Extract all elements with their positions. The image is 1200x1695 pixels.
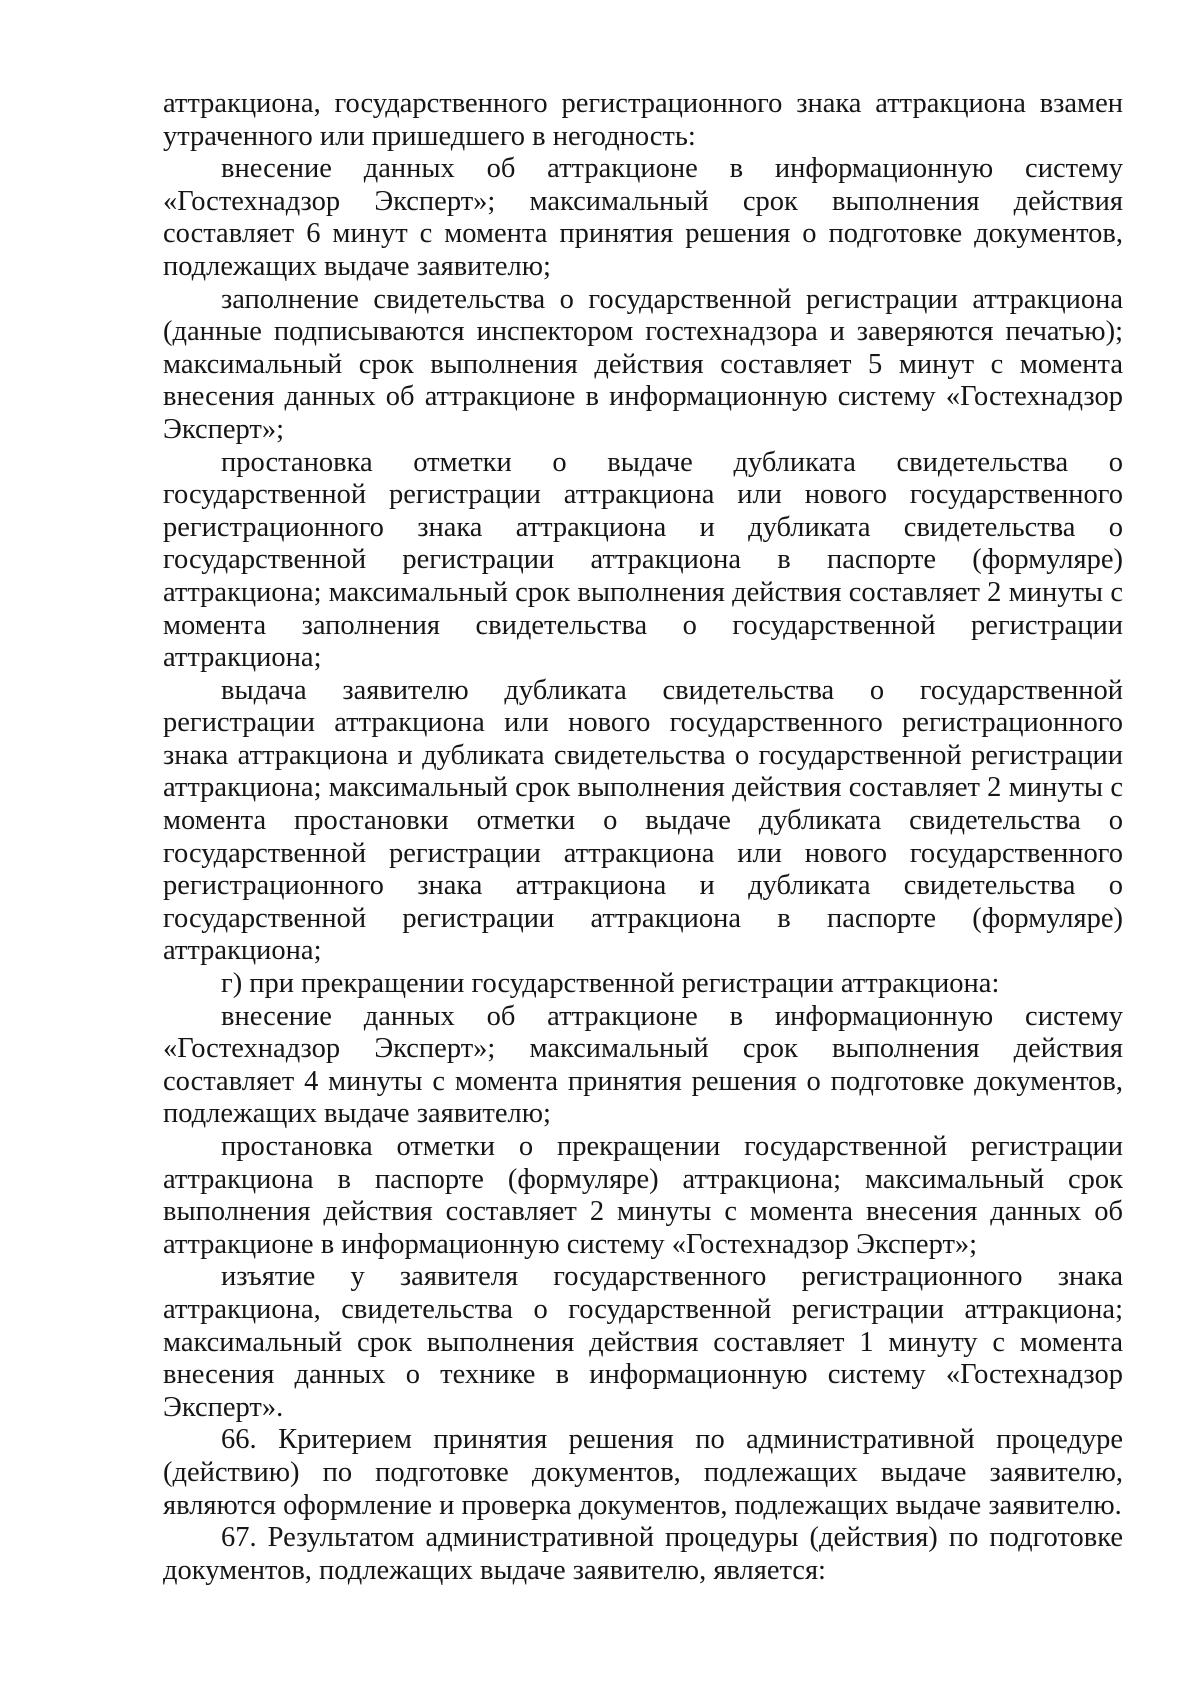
paragraph-duplicate-mark: простановка отметки о выдаче дубликата свидетельства о государственной регистрации аттракциона или нового государственного регистрационного знака аттракциона и дубликата свидетельства о государственной регистрации аттракциона в паспорте (формуляре) аттракциона; максимальный срок выполнения действия составляет 2 минуты с момента заполнения свидетельства о государственной регистрации аттракциона; xyxy=(163,446,1123,674)
paragraph-data-entry-duplicate: внесение данных об аттракционе в информационную систему «Гостехнадзор Эксперт»; максимальный срок выполнения действия составляет 6 минут с момента принятия решения о подготовке документов, подлежащих выдаче заявителю; xyxy=(163,153,1123,282)
paragraph-item-66: 66. Критерием принятия решения по административной процедуре (действию) по подготовке документов, подлежащих выдаче заявителю, являются оформление и проверка документов, подлежащих выдаче заявителю. xyxy=(163,1424,1123,1521)
paragraph-data-entry-termination: внесение данных об аттракционе в информационную систему «Гостехнадзор Эксперт»; максимальный срок выполнения действия составляет 4 минуты с момента принятия решения о подготовке документов, подлежащих выдаче заявителю; xyxy=(163,1000,1123,1130)
paragraph-duplicate-issue: выдача заявителю дубликата свидетельства о государственной регистрации аттракциона или нового государственного регистрационного знака аттракциона и дубликата свидетельства о государственной регистрации аттракциона; максимальный срок выполнения действия составляет 2 минуты с момента простановки отметки о выдаче дубликата свидетельства о государственной регистрации аттракциона или нового государственного регистрационного знака аттракциона и дубликата свидетельства о государственной регистрации аттракциона в паспорте (формуляре) аттракциона; xyxy=(163,674,1123,967)
paragraph-continuation: аттракциона, государственного регистрационного знака аттракциона взамен утраченного или пришедшего в негодность: xyxy=(163,88,1123,152)
paragraph-certificate-filling: заполнение свидетельства о государственной регистрации аттракциона (данные подписываются инспектором гостехнадзора и заверяются печатью); максимальный срок выполнения действия составляет 5 минут с момента внесения данных об аттракционе в информационную систему «Гостехнадзор Эксперт»; xyxy=(163,283,1123,445)
paragraph-item-67: 67. Результатом административной процедуры (действия) по подготовке документов, подлежащих выдаче заявителю, является: xyxy=(163,1522,1123,1586)
paragraph-termination-mark: простановка отметки о прекращении государственной регистрации аттракциона в паспорте (формуляре) аттракциона; максимальный срок выполнения действия составляет 2 минуты с момента внесения данных об аттракционе в информационную систему «Гостехнадзор Эксперт»; xyxy=(163,1131,1123,1260)
document-page xyxy=(163,88,1123,1587)
paragraph-subitem-g: г) при прекращении государственной регистрации аттракциона: xyxy=(221,968,1000,1000)
paragraph-seizure: изъятие у заявителя государственного регистрационного знака аттракциона, свидетельства о государственной регистрации аттракциона; максимальный срок выполнения действия составляет 1 минуту с момента внесения данных о технике в информационную систему «Гостехнадзор Эксперт». xyxy=(163,1261,1123,1423)
